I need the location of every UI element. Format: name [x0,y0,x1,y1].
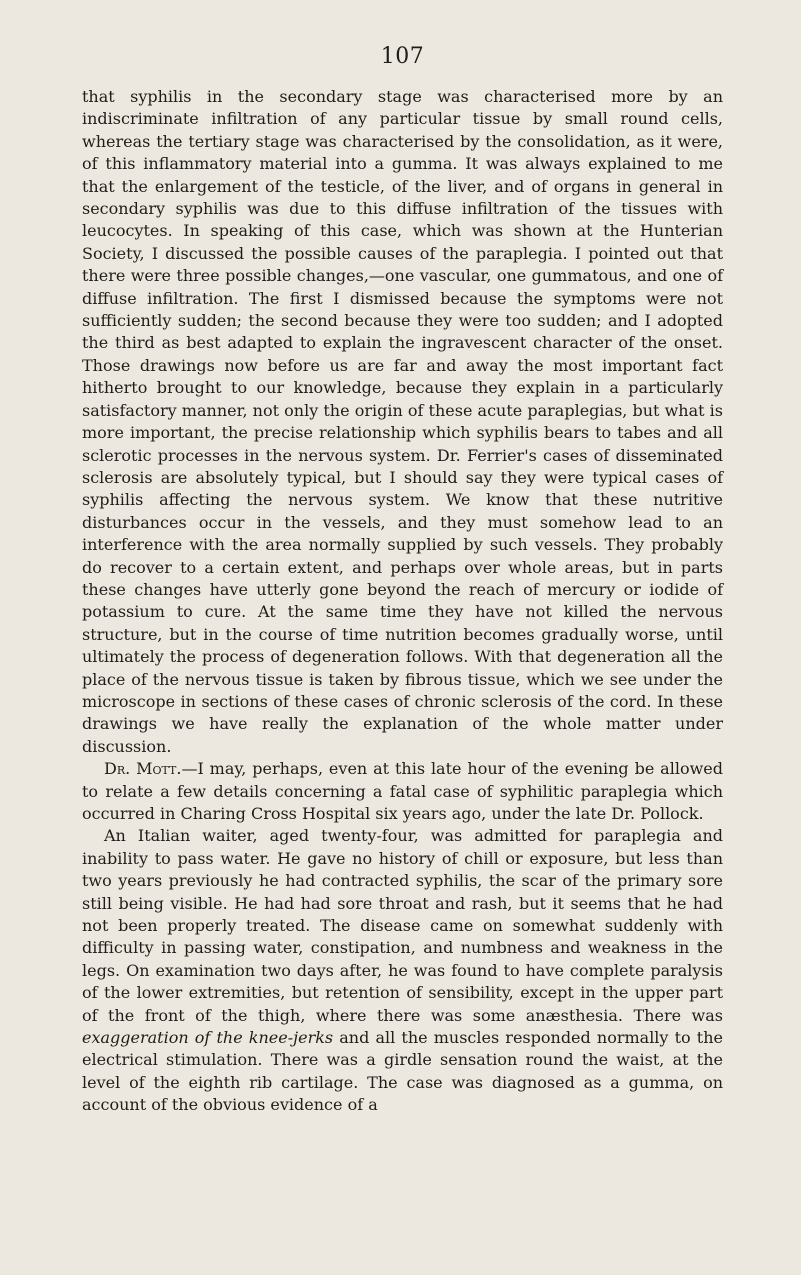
speaker-name: Dr. Mott. [104,759,182,779]
speaker-remarks: —I may, perhaps, even at this late hour of the evening be allowed to relate a few details concerning a fatal case of syphilitic paraplegia which occurred in Charing Cross Hospital six years ago, under the late Dr. Pollock. [82,759,723,823]
paragraph-dr-mott [82,758,723,825]
case-text-start: An Italian waiter, aged twenty-four, was admitted for paraplegia and inability to pass water. He gave no history of chill or exposure, but less than two years previously he had contracted syphilis, the scar of the primary sore still being visible. He had had sore throat and rash, but it seems that he had not been properly treated. The disease came on somewhat suddenly with difficulty in passing water, constipation, and numbness and weakness in the legs. On examination two days after, he was found to have complete paralysis of the lower extremities, but retention of sensibility, except in the upper part of the front of the thigh, where there was some anæsthesia. There was [82,826,723,1025]
page-number: 107 [380,44,425,69]
paragraph-case-report [82,825,723,1116]
case-text-italic: exaggeration of the knee-jerks [82,1028,334,1048]
case-text-end: and all the muscles responded normally to the electrical stimulation. There was a girdle sensation round the waist, at the level of the eighth rib cartilage. The case was diagnosed as a gumma, on account of the obvious evidence of a [82,1028,723,1115]
paragraph-continuation: that syphilis in the secondary stage was characterised more by an indiscriminate infiltration of any particular tissue by small round cells, whereas the tertiary stage was characterised by the consolidation, as it were, of this inflammatory material into a gumma. It was always explained to me that the enlargement of the testicle, of the liver, and of organs in general in secondary syphilis was due to this diffuse infiltration of the tissues with leucocytes. In speaking of this case, which was shown at the Hunterian Society, I discussed the possible causes of the paraplegia. I pointed out that there were three possible changes,—one vascular, one gummatous, and one of diffuse infiltration. The first I dismissed because the symptoms were not sufficiently sudden; the second because they were too sudden; and I adopted the third as best adapted to explain the ingravescent character of the onset. Those drawings now before us are far and away the most important fact hitherto brought to our knowledge, because they explain in a particularly satisfactory manner, not only the origin of these acute paraplegias, but what is more important, the precise relationship which syphilis bears to tabes and all sclerotic processes in the nervous system. Dr. Ferrier's cases of disseminated sclerosis are absolutely typical, but I should say they were typical cases of syphilis affecting the nervous system. We know that these nutritive disturbances occur in the vessels, and they must somehow lead to an interference with the area normally supplied by such vessels. They probably do recover to a certain extent, and perhaps over whole areas, but in parts these changes have utterly gone beyond the reach of mercury or iodide of potassium to cure. At the same time they have not killed the nervous structure, but in the course of time nutrition becomes gradually worse, until ultimately the process of degeneration follows. With that degeneration all the place of the nervous tissue is taken by fibrous tissue, which we see under the microscope in sections of these cases of chronic sclerosis of the cord. In these drawings we have really the explanation of the whole matter under discussion. [82,87,723,756]
body-text [82,86,723,1117]
